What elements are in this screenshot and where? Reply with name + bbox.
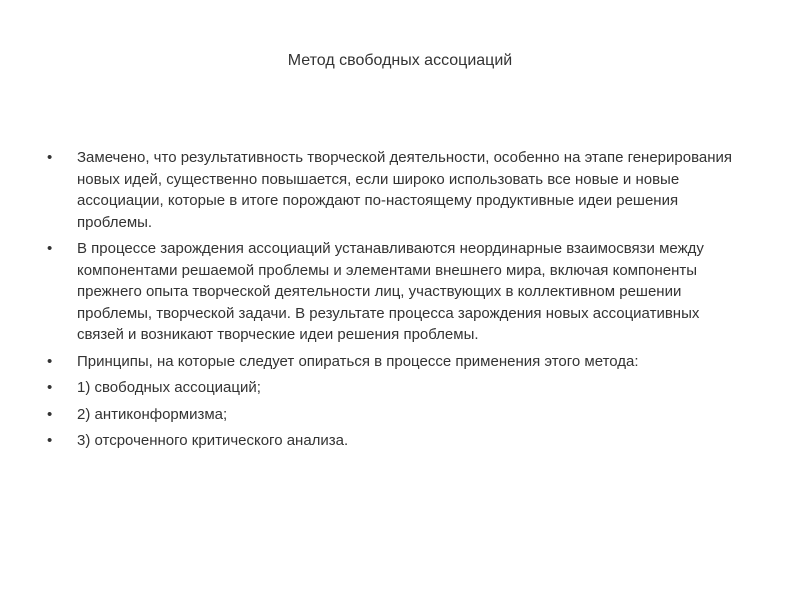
bullet-item	[47, 147, 737, 233]
bullet-text: Принципы, на которые следует опираться в процессе применения этого метода:	[77, 352, 639, 370]
bullet-text: В процессе зарождения ассоциаций устанавливаются неординарные взаимосвязи между компонентами решаемой проблемы и элементами внешнего мира, включая компоненты прежнего опыта творческой деятельности лиц, участвующих в коллективном решении проблемы, творческой задачи. В результате процесса зарождения новых ассоциативных связей и возникают творческие идеи решения проблемы.	[77, 240, 704, 343]
slide-title: Метод свободных ассоциаций	[287, 52, 513, 69]
bullet-dot-icon: •	[47, 405, 53, 423]
bullet-item	[47, 404, 737, 426]
bullet-text: 1) свободных ассоциаций;	[77, 379, 261, 396]
bullet-text: 3) отсроченного критического анализа.	[77, 432, 349, 449]
bullet-dot-icon: •	[47, 240, 53, 257]
bullet-dot-icon: •	[47, 379, 53, 396]
bullet-item	[47, 430, 737, 452]
bullet-dot-icon: •	[47, 432, 53, 449]
bullet-list	[47, 147, 737, 457]
bullet-item	[47, 238, 737, 346]
bullet-item	[47, 377, 737, 399]
bullet-dot-icon: •	[47, 352, 53, 370]
bullet-text: 2) антиконформизма;	[77, 405, 228, 423]
bullet-text: Замечено, что результативность творческой деятельности, особенно на этапе генерирования новых идей, существенно повышается, если широко использовать все новые и новые ассоциации, которые в итоге порождают по-настоящему продуктивные идеи решения проблемы.	[77, 149, 733, 231]
bullet-dot-icon: •	[47, 149, 53, 166]
bullet-item	[47, 351, 737, 373]
